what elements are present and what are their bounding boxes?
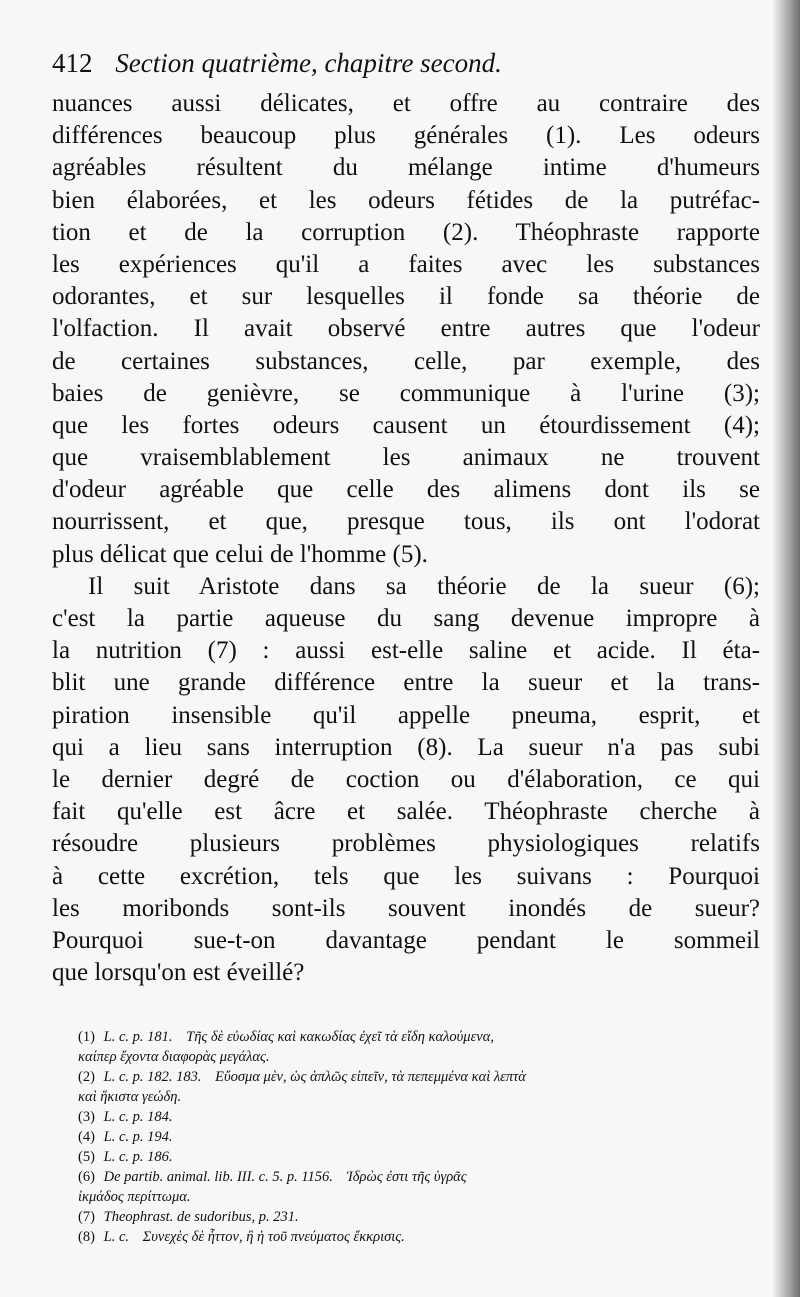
text-line: nuances aussi délicates, et offre au contraire des [52, 90, 760, 117]
footnote-source: L. c. p. 181. [103, 1029, 173, 1046]
footnote [78, 1067, 760, 1087]
text-line: les expériences qu'il a faites avec les substances [52, 250, 760, 278]
footnotes [78, 1027, 760, 1247]
footnote-source: L. c. p. 184. [103, 1109, 173, 1126]
footnote-source: L. c. p. 182. 183. [103, 1069, 202, 1086]
text-line: agréables résultent du mélange intime d'humeurs [52, 154, 760, 182]
text-line: d'odeur agréable que celle des alimens dont ils se [52, 476, 760, 504]
footnote [78, 1027, 760, 1047]
text-line: bien élaborées, et les odeurs fétides de la putréfac- [52, 186, 760, 214]
footnote-ref: (6) [78, 1169, 95, 1186]
footnote-ref: (7) [78, 1209, 95, 1226]
text-line: le dernier degré de coction ou d'élaboration, ce qui [52, 765, 760, 793]
page-header [52, 40, 760, 86]
footnote [78, 1147, 760, 1167]
footnote-ref: (4) [78, 1129, 95, 1146]
text-line: que vraisemblablement les animaux ne trouvent [52, 444, 760, 472]
text-line: qui a lieu sans interruption (8). La sueur n'a pas subi [52, 733, 760, 761]
text-line: blit une grande différence entre la sueur et la trans- [52, 669, 760, 697]
footnote-quote: Τῆς δὲ εὐωδίας καὶ κακωδίας ἐχεῖ τὰ εἴδη καλούμενα, [186, 1029, 494, 1046]
main-text [52, 88, 760, 989]
text-line: nourrissent, et que, presque tous, ils ont l'odorat [52, 508, 760, 536]
footnote-ref: (8) [78, 1229, 95, 1246]
text-line: piration insensible qu'il appelle pneuma, esprit, et [52, 701, 760, 729]
page-edge-shadow [772, 0, 800, 1297]
footnote-source: Theophrast. de sudoribus, p. 231. [103, 1209, 299, 1226]
text-line: que les fortes odeurs causent un étourdissement (4); [52, 411, 760, 439]
footnote-ref: (1) [78, 1029, 95, 1046]
footnote-quote: Συνεχὲς δὲ ἧττον, ἢ ἡ τοῦ πνεύματος ἔκκρισις. [142, 1229, 405, 1246]
footnote [78, 1127, 760, 1147]
text-line: odorantes, et sur lesquelles il fonde sa théorie de [52, 283, 760, 311]
footnote-ref: (3) [78, 1109, 95, 1126]
text-line: Il suit Aristote dans sa théorie de la sueur (6); [88, 572, 760, 600]
footnote-ref: (5) [78, 1149, 95, 1166]
text-line: de certaines substances, celle, par exemple, des [52, 347, 760, 375]
text-line: c'est la partie aqueuse du sang devenue impropre à [52, 605, 760, 632]
text-line: baies de genièvre, se communique à l'urine (3); [52, 379, 760, 407]
footnote-continuation: καίπερ ἔχοντα διαφορὰς μεγάλας. [78, 1049, 270, 1066]
footnote-quote: Ἱδρὼς ἐστι τῆς ὑγρᾶς [346, 1169, 467, 1186]
footnote-quote: Εὔοσμα μὲν, ὡς ἁπλῶς εἰπεῖν, τὰ πεπεμμένα καὶ λεπτὰ [215, 1069, 526, 1086]
footnote-source: L. c. p. 194. [103, 1129, 173, 1146]
text-line: tion et de la corruption (2). Théophraste rapporte [52, 218, 760, 246]
footnote [78, 1227, 760, 1247]
footnote-ref: (2) [78, 1069, 95, 1086]
text-line: les moribonds sont-ils souvent inondés de sueur? [52, 894, 760, 922]
text-line: Pourquoi sue-t-on davantage pendant le sommeil [52, 926, 760, 954]
text-line: plus délicat que celui de l'homme (5). [52, 540, 428, 568]
footnote-continuation: καὶ ἥκιστα γεώδη. [78, 1089, 182, 1106]
text-line: l'olfaction. Il avait observé entre autres que l'odeur [52, 315, 760, 343]
text-line: à cette excrétion, tels que les suivans : Pourquoi [52, 862, 760, 890]
text-line: fait qu'elle est âcre et salée. Théophraste cherche à [52, 798, 760, 826]
footnote-source: L. c. [103, 1229, 129, 1246]
footnote-source: De partib. animal. lib. III. c. 5. p. 1156. [103, 1169, 333, 1186]
footnote-continuation: ἰκμάδος περίττωμα. [78, 1189, 191, 1206]
footnote-source: L. c. p. 186. [103, 1149, 173, 1166]
text-line: différences beaucoup plus générales (1). Les odeurs [52, 122, 760, 150]
footnote [78, 1107, 760, 1127]
text-line: que lorsqu'on est éveillé? [52, 959, 305, 987]
text-line: résoudre plusieurs problèmes physiologiques relatifs [52, 830, 760, 858]
page-number: 412 [52, 48, 93, 78]
footnote [78, 1167, 760, 1187]
text-line: la nutrition (7) : aussi est-elle saline et acide. Il éta- [52, 637, 760, 665]
footnote [78, 1207, 760, 1227]
running-title: Section quatrième, chapitre second. [115, 48, 502, 78]
